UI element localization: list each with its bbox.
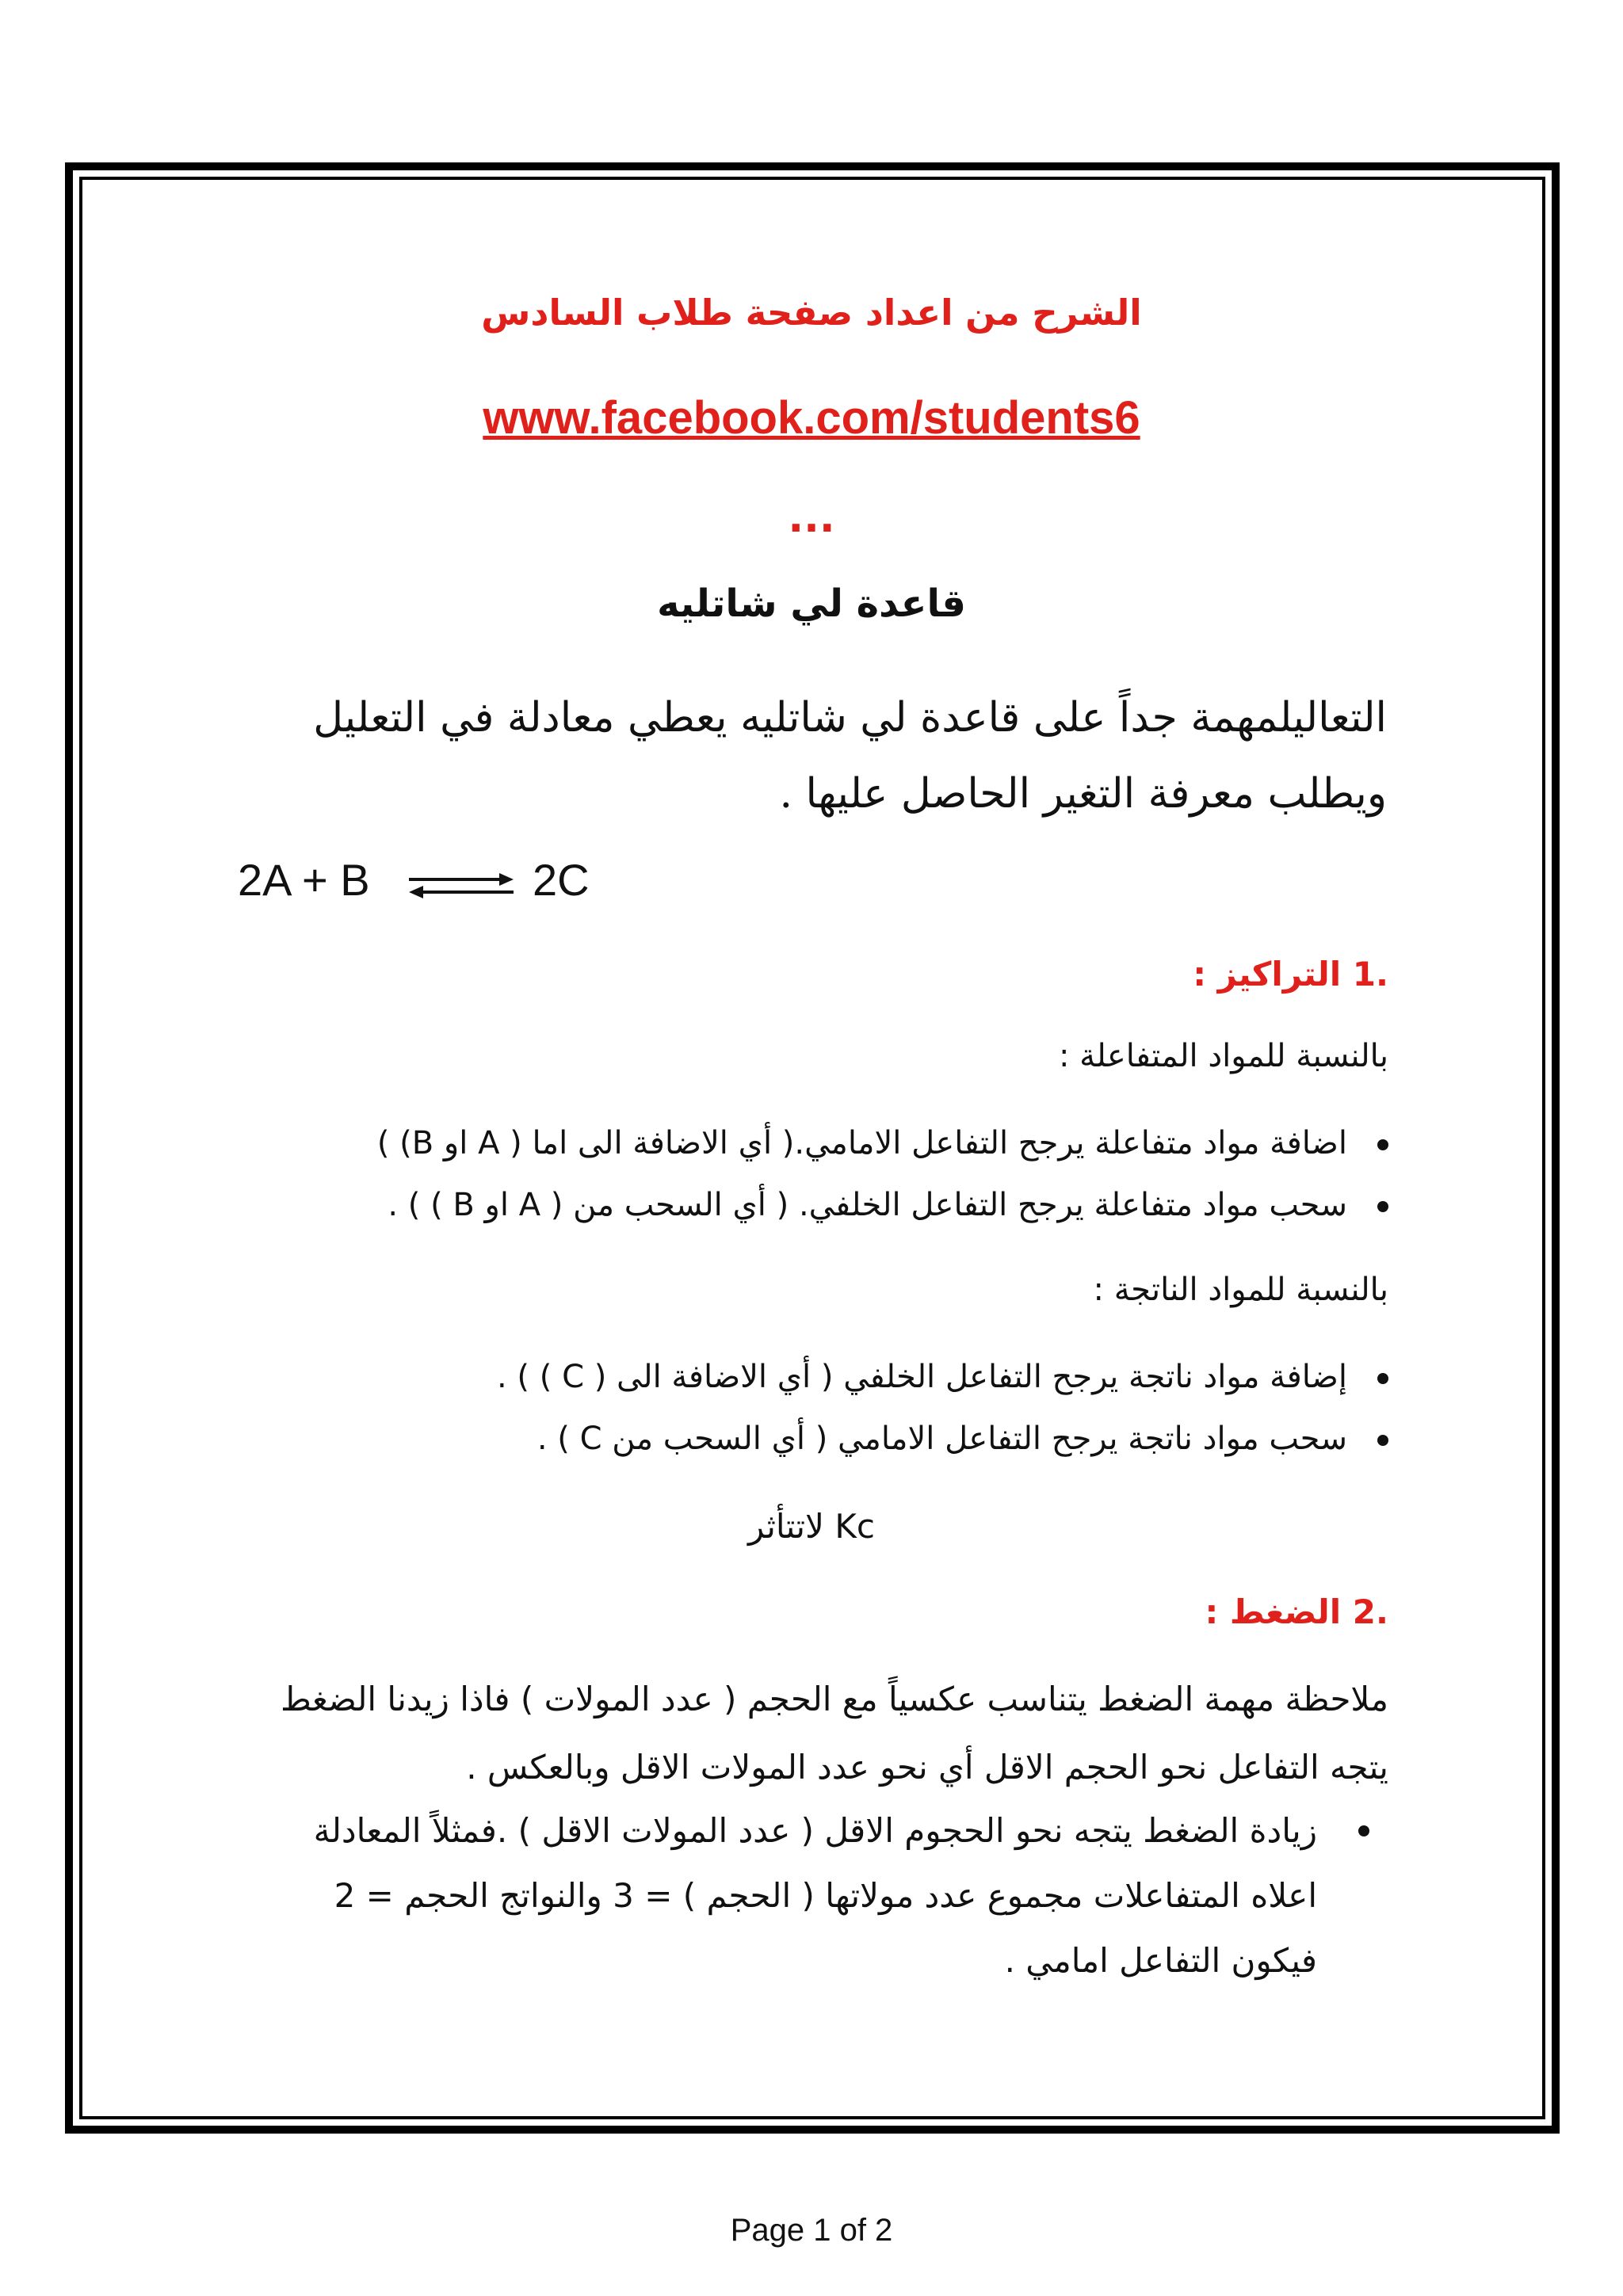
list-item-text: سحب مواد ناتجة يرجح التفاعل الامامي ( أي السحب من C ) . — [537, 1421, 1347, 1457]
list-item-text: سحب مواد متفاعلة يرجح التفاعل الخلفي. ( أي السحب من ( A او B ) ) . — [388, 1187, 1347, 1223]
topic-title: قاعدة لي شاتليه — [657, 582, 966, 626]
topic-intro: التعاليلمهمة جداً على قاعدة لي شاتليه يعطي معادلة في التعليل ويطلب معرفة التغير الحاصل عليها . — [313, 694, 1387, 818]
reactants-label: بالنسبة للمواد المتفاعلة : — [1058, 1038, 1388, 1074]
bullet-icon — [1358, 1825, 1369, 1836]
list-item-text: اضافة مواد متفاعلة يرجح التفاعل الامامي.( أي الاضافة الى اما ( A او B) ) — [376, 1125, 1347, 1161]
equation-reactants: 2A + B — [238, 855, 370, 905]
bullet-icon — [1377, 1373, 1388, 1384]
list-item — [279, 1798, 1388, 1993]
list-item — [537, 1421, 1388, 1457]
list-item — [388, 1187, 1388, 1223]
list-item — [497, 1359, 1388, 1395]
pressure-note: ملاحظة مهمة الضغط يتناسب عكسياً مع الحجم ( عدد المولات ) فاذا زيدنا الضغط يتجه التفاعل نحو الحجم الاقل أي نحو عدد المولات الاقل وبالعكس . — [281, 1680, 1388, 1787]
bullet-icon — [1377, 1201, 1388, 1212]
equilibrium-arrows-icon — [406, 870, 517, 902]
section1-heading: .1 التراكيز : — [1193, 955, 1388, 994]
list-item — [377, 1125, 1388, 1161]
header-dots: ... — [788, 494, 835, 542]
header-title: الشرح من اعداد صفحة طلاب السادس — [481, 292, 1142, 334]
bullet-icon — [1377, 1435, 1388, 1446]
products-label: بالنسبة للمواد الناتجة : — [1093, 1272, 1388, 1308]
section2-heading: .2 الضغط : — [1205, 1592, 1388, 1631]
header-link[interactable]: www.facebook.com/students6 — [483, 392, 1140, 444]
list-item-text: زيادة الضغط يتجه نحو الحجوم الاقل ( عدد المولات الاقل ) .فمثلاً المعادلة اعلاه المتفاعلات مجموع عدد مولاتها ( الحجم ) = 3 والنواتج الحجم = 2 فيكون التفاعل امامي . — [313, 1811, 1317, 1980]
bullet-icon — [1377, 1139, 1388, 1150]
kc-note: Kc لاتتأثر — [748, 1507, 875, 1546]
equation-product: 2C — [533, 855, 590, 905]
page-number: Page 1 of 2 — [730, 2213, 893, 2248]
list-item-text: إضافة مواد ناتجة يرجح التفاعل الخلفي ( أي الاضافة الى ( C ) ) . — [496, 1359, 1347, 1395]
